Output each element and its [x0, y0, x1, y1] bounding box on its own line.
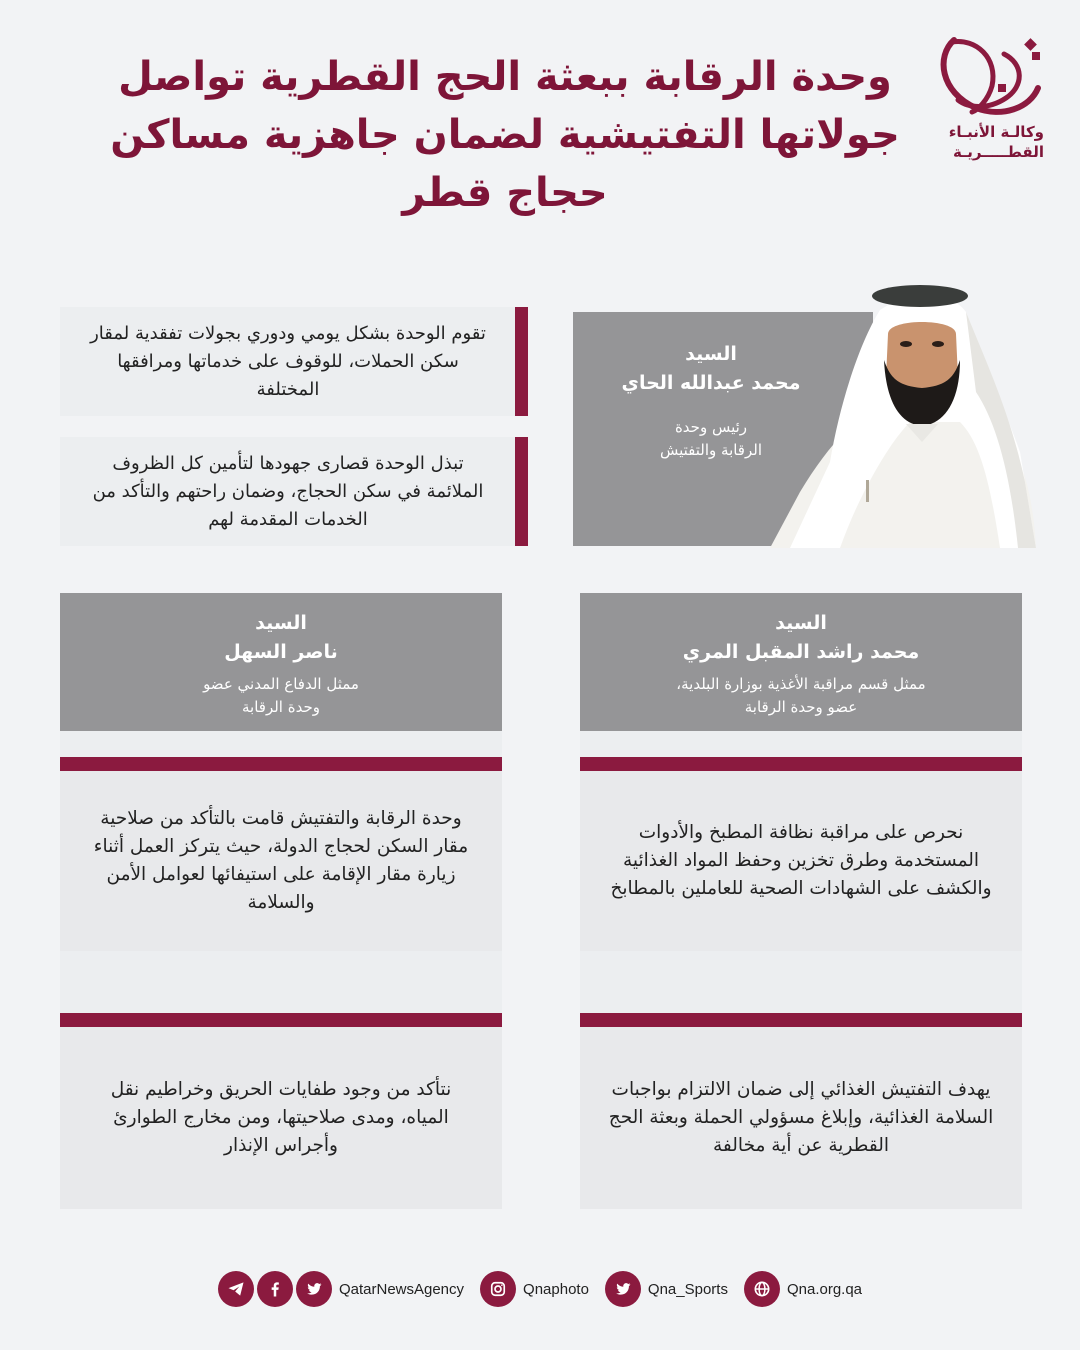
handle-qatarnewsagency[interactable]: QatarNewsAgency: [338, 1280, 465, 1298]
handle-qna-sports[interactable]: Qna_Sports: [647, 1280, 728, 1298]
social-group-qatarnewsagency[interactable]: [218, 1271, 464, 1307]
title-line-3: حجاج قطر: [402, 170, 608, 216]
right-person-name: محمد راشد المقبل المري: [682, 641, 920, 663]
statement-text: نحرص على مراقبة نظافة المطبخ والأدوات المستخدمة وطرق تخزين وحفظ المواد الغذائية والكشف على الشهادات الصحية للعاملين بالمطابخ: [610, 822, 992, 899]
spacer: [60, 951, 502, 1013]
right-person-role-2: عضو وحدة الرقابة: [744, 698, 858, 716]
globe-icon[interactable]: [744, 1271, 780, 1307]
statement-box-left-2: [60, 1027, 502, 1209]
statement-text: نتأكد من وجود طفايات الحريق وخراطيم نقل المياه، ومدى صلاحيتها، ومن مخارج الطوارئ وأجراس الإنذار: [110, 1079, 452, 1156]
statement-text: يهدف التفتيش الغذائي إلى ضمان الالتزام بواجبات السلامة الغذائية، وإبلاغ مسؤولي الحملة وبعثة الحج القطرية عن أية مخالفة: [608, 1079, 994, 1156]
info-box-1: [60, 307, 516, 416]
qna-logo: [932, 34, 1052, 166]
instagram-icon[interactable]: [480, 1271, 516, 1307]
info-accent-bar-2: [515, 437, 528, 546]
spacer: [580, 731, 1022, 757]
accent-bar: [580, 1013, 1022, 1027]
statement-box-left-1: [60, 771, 502, 951]
social-footer: [0, 1270, 1080, 1308]
social-group-website[interactable]: [744, 1271, 862, 1307]
right-person-honorific: السيد: [775, 612, 827, 634]
accent-bar: [60, 1013, 502, 1027]
info-box-2: [60, 437, 516, 546]
spacer: [580, 951, 1022, 1013]
twitter-icon[interactable]: [605, 1271, 641, 1307]
social-group-qna-sports[interactable]: [605, 1271, 728, 1307]
left-person-role-2: وحدة الرقابة: [242, 698, 320, 716]
logo-text: [932, 122, 1044, 162]
person-photo: [770, 282, 1040, 548]
page-title: [110, 48, 900, 222]
logo-line-2: القطـــــريـة: [952, 143, 1044, 161]
logo-line-1: وكالـة الأنبـاء: [948, 123, 1044, 141]
social-group-qnaphoto[interactable]: [480, 1271, 589, 1307]
statement-box-right-1: [580, 771, 1022, 951]
left-person-name: ناصر السهل: [224, 641, 338, 663]
info-accent-bar-1: [515, 307, 528, 416]
main-person-role-2: الرقابة والتفتيش: [659, 441, 762, 459]
accent-bar: [60, 757, 502, 771]
statement-text: وحدة الرقابة والتفتيش قامت بالتأكد من صلاحية مقار السكن لحجاج الدولة، حيث يتركز العمل أثناء زيارة مقار الإقامة على استيفائها لعوامل الأمن والسلامة: [93, 808, 469, 913]
main-person-role-1: رئيس وحدة: [674, 418, 748, 436]
accent-bar: [580, 757, 1022, 771]
person-card-right: [580, 593, 1022, 731]
info-text-2: تبذل الوحدة قصارى جهودها لتأمين كل الظروف الملائمة في سكن الحجاج، وضمان راحتهم والتأكد من الخدمات المقدمة لهم: [92, 452, 484, 530]
telegram-icon[interactable]: [218, 1271, 254, 1307]
main-person-name: محمد عبدالله الحاي: [621, 372, 801, 394]
info-text-1: تقوم الوحدة بشكل يومي ودوري بجولات تفقدية لمقار سكن الحملات، للوقوف على خدماتها ومرافقها المختلفة: [90, 322, 486, 400]
spacer: [60, 731, 502, 757]
title-line-2: جولاتها التفتيشية لضمان جاهزية مساكن: [110, 112, 900, 158]
column-left: [60, 593, 502, 1209]
column-right: [580, 593, 1022, 1209]
title-line-1: وحدة الرقابة ببعثة الحج القطرية تواصل: [118, 54, 892, 100]
twitter-icon[interactable]: [296, 1271, 332, 1307]
facebook-icon[interactable]: [257, 1271, 293, 1307]
qna-logo-icon: [932, 34, 1044, 122]
left-person-honorific: السيد: [255, 612, 307, 634]
right-person-role-1: ممثل قسم مراقبة الأغذية بوزارة البلدية،: [676, 675, 926, 693]
main-person-honorific: السيد: [685, 343, 737, 365]
left-person-role-1: ممثل الدفاع المدني عضو: [203, 675, 359, 693]
person-card-left: [60, 593, 502, 731]
handle-qnaphoto[interactable]: Qnaphoto: [523, 1280, 589, 1298]
handle-website[interactable]: Qna.org.qa: [786, 1280, 863, 1298]
statement-box-right-2: [580, 1027, 1022, 1209]
